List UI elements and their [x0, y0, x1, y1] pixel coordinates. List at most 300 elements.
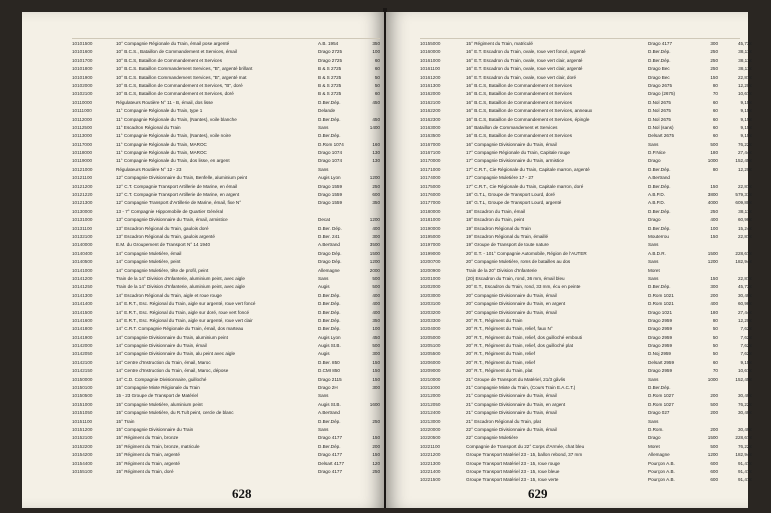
cell-desc: 16° E.T. Escadron du Train, ovale, roue vert clair, argenté: [466, 57, 583, 63]
cell-src: Sans: [648, 418, 659, 424]
cell-src: Drago 1074: [318, 150, 343, 156]
table-row: [420, 258, 752, 266]
cell-desc: 21° Compagnie Divisionnaire du Train, émail: [466, 393, 557, 399]
cell-src: Delsart 2959: [648, 359, 675, 365]
cell-code: 10121200: [72, 183, 93, 189]
cell-desc: 21° Compagnie Divisionnaire du Train, émail: [466, 410, 557, 416]
cell-src: Drago 2959: [648, 326, 673, 332]
cell-src: Delsart 2675: [648, 133, 675, 139]
table-row: [420, 183, 752, 191]
cell-desc: 20° Compagnie Divisionnaire du Train, en argent: [466, 301, 566, 307]
cell-desc: 16° B.C.S, Bataillon de Commandement et Services: [466, 99, 573, 105]
cell-desc: Groupe Transport Matériel 23 - 15, ballon rebond, 37 mm: [466, 452, 583, 458]
cell-qty: 150: [372, 435, 380, 441]
cell-src: Mouterrou: [648, 233, 669, 239]
cell-qty: 250: [372, 418, 380, 424]
cell-price: 22,87€: [737, 74, 752, 80]
cell-qty: 150: [710, 275, 718, 281]
cell-price: 60,98€: [737, 217, 752, 223]
table-row: [72, 241, 380, 249]
cell-qty: 60: [712, 359, 718, 365]
cell-desc: 18° G.T.L, Groupe de Transport Lourd, doré: [466, 192, 555, 198]
cell-src: Delande: [318, 108, 336, 114]
cell-qty: 450: [372, 334, 380, 340]
cell-src: D.Ber.Dép.: [318, 443, 341, 449]
table-row: [72, 132, 380, 140]
cell-price: 76,22€: [737, 141, 752, 147]
table-row: [420, 401, 752, 409]
cell-qty: 1200: [707, 259, 718, 265]
cell-src: Drago (2675): [648, 91, 676, 97]
cell-qty: 300: [372, 233, 380, 239]
cell-desc: 21° Compagnie Divisionnaire du Train, en argent: [466, 401, 566, 407]
cell-code: 10131100: [72, 225, 93, 231]
cell-qty: 100: [710, 225, 718, 231]
cell-src: D.Ber.Dép.: [318, 292, 341, 298]
table-row: [420, 199, 752, 207]
cell-desc: 14° Centre d'Instruction du Train, émail, Maroc: [116, 359, 211, 365]
cell-src: Sans: [318, 166, 329, 172]
table-row: [72, 384, 380, 392]
cell-src: Drago Bec: [648, 66, 670, 72]
table-row: [420, 82, 752, 90]
cell-src: Allemagne: [318, 267, 340, 273]
table-row: [72, 82, 380, 90]
cell-code: 10221400: [420, 468, 441, 474]
cell-qty: 70: [712, 91, 718, 97]
cell-qty: 2000: [369, 267, 380, 273]
table-row: [420, 418, 740, 426]
cell-price: 12,20€: [737, 166, 752, 172]
table-row: [420, 208, 752, 216]
cell-qty: 250: [372, 183, 380, 189]
cell-desc: 17° Compagnie Divisionnaire du Train, armistice: [466, 158, 565, 164]
cell-src: Drago 1559: [318, 183, 343, 189]
table-row: [72, 233, 380, 241]
cell-code: 10200900: [420, 267, 441, 273]
table-row: [72, 216, 380, 224]
cell-qty: 60: [712, 116, 718, 122]
cell-src: Drago: [648, 217, 661, 223]
table-row: [420, 325, 752, 333]
table-row: [72, 418, 380, 426]
cell-desc: 19° Groupe de Transport de toute nature: [466, 242, 549, 248]
cell-src: Augis Lyon: [318, 175, 341, 181]
cell-src: Drago 1559: [318, 192, 343, 198]
cell-price: 15,24€: [737, 225, 752, 231]
table-row: [72, 48, 380, 56]
cell-qty: 200: [710, 426, 718, 432]
cell-price: 45,73€: [737, 41, 752, 46]
cell-qty: 250: [710, 49, 718, 55]
cell-qty: 350: [372, 200, 380, 206]
cell-desc: 12° Compagnie Transport d'Artillerie de Marine, émail, fixe N°: [116, 200, 242, 206]
table-row: [72, 434, 380, 442]
cell-price: 60,98€: [737, 301, 752, 307]
cell-desc: 14° Compagnie Divisionnaire du Train, émail: [116, 343, 207, 349]
cell-src: Sans: [648, 259, 659, 265]
cell-src: D.Ber. Dép.: [318, 225, 342, 231]
cell-desc: 12° C.T. Compagnie Transport Artillerie de Marine, en émail: [116, 183, 238, 189]
cell-qty: 1500: [369, 250, 380, 256]
cell-code: 10212050: [420, 401, 441, 407]
cell-qty: 1600: [369, 401, 380, 407]
cell-qty: 150: [710, 183, 718, 189]
cell-src: D.Rom 1021: [648, 292, 674, 298]
cell-src: Drago 2959: [648, 334, 673, 340]
table-row: [420, 283, 752, 291]
cell-code: 10151050: [72, 410, 93, 416]
cell-qty: 400: [710, 301, 718, 307]
cell-qty: 50: [712, 326, 718, 332]
cell-src: Augis St.B.: [318, 401, 341, 407]
cell-desc: 12° C.T. Compagnie Transport Artillerie de Marine, en argent: [116, 192, 240, 198]
cell-src: Drago 027: [648, 410, 670, 416]
cell-src: Augis: [318, 351, 330, 357]
cell-src: D.Rom 1027: [648, 393, 674, 399]
cell-desc: 14° E.R.T., Esc. Régional du Train, aigle sur argenté, roue vert clair: [116, 317, 253, 323]
cell-code: 10150000: [72, 376, 93, 382]
cell-qty: 250: [372, 468, 380, 474]
cell-desc: Groupe Transport Matériel 23 - 15, roue verte: [466, 477, 559, 483]
cell-code: 10140000: [72, 242, 93, 248]
cell-qty: 100: [372, 326, 380, 332]
cell-qty: 80: [712, 317, 718, 323]
cell-src: Drago 4177: [318, 452, 343, 458]
table-row: [420, 451, 752, 459]
cell-code: 10174000: [420, 175, 441, 181]
left-page: [22, 12, 384, 508]
cell-desc: 10° B.C.S. Bataillon Commandement Services, "B", argenté mat: [116, 74, 247, 80]
cell-desc: 15° Train: [116, 418, 135, 424]
table-row: [420, 174, 740, 182]
cell-price: 27,44€: [737, 150, 752, 156]
cell-price: 182,94€: [735, 452, 752, 458]
table-row: [420, 275, 752, 283]
cell-desc: 16° B.C.S, Bataillon de Commandement et Services: [466, 133, 573, 139]
cell-qty: 60: [374, 66, 380, 72]
cell-desc: 16° E.T. Escadron du Train, ovale, roue vert foncé, argenté: [466, 49, 586, 55]
cell-qty: 60: [712, 99, 718, 105]
cell-desc: 15° Compagnie Mixte Régionale du Train: [116, 385, 200, 391]
cell-code: 10167100: [420, 150, 441, 156]
cell-price: 579,31€: [735, 192, 752, 198]
table-row: [420, 65, 752, 73]
cell-desc: 20° E.T. - 101° Compagnie Automobile, Région de l'AUTER: [466, 250, 587, 256]
table-row: [420, 292, 752, 300]
table-row: [72, 124, 380, 132]
table-row: [420, 250, 752, 258]
cell-code: 10112000: [72, 116, 93, 122]
table-row: [420, 476, 752, 484]
cell-code: 10209000: [420, 368, 441, 374]
cell-price: 38,11€: [738, 49, 752, 55]
cell-code: 10177000: [420, 200, 441, 206]
cell-src: A.B.P.D.: [648, 200, 666, 206]
cell-desc: 19° Escadron Régional du Train, émaillé: [466, 233, 549, 239]
cell-qty: 80: [712, 166, 718, 172]
cell-desc: 11° Compagnie Régionale du Train, (Nantes), voile blanche: [116, 116, 237, 122]
cell-price: 182,94€: [735, 259, 752, 265]
table-row: [72, 116, 380, 124]
cell-desc: 20° R.T., Régiment du Train, relief, faux N°: [466, 326, 553, 332]
cell-desc: 15° Régiment du Train, bronze, matricule: [116, 443, 200, 449]
table-row: [72, 157, 380, 165]
cell-code: 10141200: [72, 275, 93, 281]
cell-desc: 20° R.T., Régiment du Train: [466, 317, 523, 323]
cell-qty: 1000: [707, 376, 718, 382]
cell-src: D.Noj 2959: [648, 351, 671, 357]
cell-src: Allemagne: [648, 452, 670, 458]
cell-code: 10118000: [72, 150, 93, 156]
cell-desc: 18° Escadron du Train, émail: [466, 208, 526, 214]
table-row: [420, 191, 752, 199]
cell-qty: 1400: [369, 124, 380, 130]
cell-desc: 10° B.C.S, Bataillon de Commandement et Services: [116, 57, 223, 63]
table-row: [72, 174, 380, 182]
cell-src: D.Ber.Dép.: [648, 166, 671, 172]
cell-code: 10206000: [420, 359, 441, 365]
table-row: [72, 275, 380, 283]
cell-src: D.Ber.Dép.: [648, 57, 671, 63]
table-row: [420, 74, 752, 82]
cell-code: 10204000: [420, 326, 441, 332]
cell-code: 10221500: [420, 477, 441, 483]
table-row: [420, 241, 740, 249]
cell-qty: 500: [372, 275, 380, 281]
cell-code: 10210000: [420, 376, 441, 382]
cell-qty: 150: [372, 368, 380, 374]
cell-desc: 17° Compagnie Muletière 17 - 27: [466, 175, 534, 181]
cell-qty: 450: [372, 99, 380, 105]
cell-src: D.Rom 1027: [648, 401, 674, 407]
cell-qty: 160: [372, 141, 380, 147]
table-row: [420, 99, 752, 107]
cell-price: 30,49€: [737, 410, 752, 416]
cell-desc: 14° Escadron Régional du Train, aigle et roue rouge: [116, 292, 222, 298]
table-row: [72, 350, 380, 358]
cell-code: 10141400: [72, 301, 93, 307]
table-row: [420, 409, 752, 417]
cell-src: Sans: [318, 275, 329, 281]
cell-code: 10201000: [420, 275, 441, 281]
table-row: [72, 292, 380, 300]
cell-desc: 14° Compagnie Divisionnaire du Train, aluminium peint: [116, 334, 228, 340]
cell-desc: 14° C.R.T. Compagnie Régionale du Train, émail, dos marteau: [116, 326, 244, 332]
cell-qty: 600: [372, 192, 380, 198]
cell-src: Sans: [318, 393, 329, 399]
cell-src: D.Nol 2675: [648, 108, 671, 114]
cell-code: 10131000: [72, 217, 93, 223]
cell-src: Drago 2959: [648, 368, 673, 374]
table-row: [72, 166, 380, 174]
cell-qty: 3500: [369, 242, 380, 248]
cell-desc: Groupe Transport Matériel 23 - 15, roue bleue: [466, 468, 560, 474]
cell-qty: 1200: [369, 217, 380, 223]
cell-code: 10113000: [72, 133, 93, 139]
cell-qty: 300: [372, 351, 380, 357]
cell-desc: 17° C.R.T., Cie Régionale du Train, Capitale marron, argenté: [466, 166, 590, 172]
cell-code: 10200700: [420, 259, 441, 265]
table-row: [420, 468, 752, 476]
cell-code: 10121100: [72, 175, 93, 181]
cell-desc: 13° Compagnie Divisionnaire du Train, émail, armistice: [116, 217, 228, 223]
table-row: [72, 74, 380, 82]
cell-price: 30,49€: [737, 393, 752, 399]
cell-qty: 300: [372, 385, 380, 391]
cell-desc: 11° Compagnie Régionale du Train, type 1: [116, 108, 203, 114]
cell-src: Drago Bec: [648, 74, 670, 80]
cell-src: Pourçon A.B.: [648, 477, 675, 483]
cell-code: 10205100: [420, 343, 441, 349]
table-row: [72, 409, 380, 417]
cell-src: D.Ber.Dép.: [318, 317, 341, 323]
cell-desc: 15° Régiment du Train, argenté: [116, 452, 180, 458]
cell-src: D.Ber.Dép.: [648, 284, 671, 290]
cell-price: 7,62€: [740, 351, 752, 357]
cell-desc: 20° Compagnie Divisionnaire du Train, émail: [466, 292, 557, 298]
cell-code: 10151200: [72, 426, 93, 432]
cell-src: D.Ber.Dép.: [318, 301, 341, 307]
cell-price: 91,47€: [737, 460, 752, 466]
cell-code: 10101700: [72, 57, 93, 63]
cell-qty: 50: [712, 334, 718, 340]
cell-price: 12,20€: [737, 317, 752, 323]
cell-qty: 350: [372, 317, 380, 323]
table-row: [72, 460, 380, 468]
cell-src: Moret: [648, 443, 660, 449]
table-row: [72, 99, 380, 107]
cell-desc: 14° Centre d'Instruction du Train, émail, Maroc, dépose: [116, 368, 229, 374]
cell-desc: 15 - 23 Groupe de Transport de Matériel: [116, 393, 198, 399]
cell-src: Drago 1074: [318, 158, 343, 164]
cell-src: D.Ber.Dép.: [648, 385, 671, 391]
cell-code: 10141900: [72, 334, 93, 340]
cell-code: 10171000: [420, 166, 441, 172]
cell-code: 10162000: [420, 91, 441, 97]
cell-code: 10199000: [420, 250, 441, 256]
cell-code: 10203100: [420, 301, 441, 307]
cell-qty: 300: [710, 41, 718, 46]
cell-desc: 14° Compagnie Muletière, émail: [116, 250, 182, 256]
table-row: [72, 65, 380, 73]
cell-desc: 20° R.T., Régiment du Train, plat: [466, 368, 533, 374]
cell-src: D.Ber. 850: [318, 359, 340, 365]
cell-desc: 21° Compagnie Mixte du Train, (Cours Train E.A.C.T.): [466, 385, 576, 391]
cell-src: Pourçon A.B.: [648, 460, 675, 466]
cell-desc: 10° B.C.S., Bataillon de Commandement et Services, émail: [116, 49, 237, 55]
cell-code: 10121000: [72, 166, 93, 172]
cell-desc: Régulateurs Routière N° 12 - 23: [116, 166, 182, 172]
cell-qty: 50: [374, 82, 380, 88]
cell-code: 10141250: [72, 284, 93, 290]
cell-code: 10141000: [72, 267, 93, 273]
cell-src: Drago Dép.: [318, 259, 342, 265]
cell-src: Drago 4177: [318, 468, 343, 474]
table-row: [420, 157, 752, 165]
cell-src: D.Ber.Dép.: [318, 99, 341, 105]
cell-price: 9,15€: [740, 359, 752, 365]
cell-qty: 180: [710, 309, 718, 315]
table-row: [72, 401, 380, 409]
cell-price: 9,15€: [740, 99, 752, 105]
cell-desc: 16° E.T. Escadron du Train, ovale, roue vert clair, doré: [466, 74, 577, 80]
cell-code: 10121220: [72, 192, 93, 198]
cell-code: 10162200: [420, 108, 441, 114]
cell-qty: 50: [712, 351, 718, 357]
table-row: [420, 225, 752, 233]
table-row: [72, 40, 380, 48]
table-row: [72, 334, 380, 342]
cell-qty: 50: [374, 74, 380, 80]
cell-price: 228,67€: [735, 435, 752, 441]
cell-desc: 15° Compagnie Divisionnaire du Train: [116, 426, 194, 432]
cell-qty: 60: [374, 57, 380, 63]
cell-price: 228,67€: [735, 250, 752, 256]
cell-qty: 600: [710, 460, 718, 466]
cell-code: 10162300: [420, 116, 441, 122]
cell-desc: 13° Escadron Régional du Train, gaulois argenté: [116, 233, 215, 239]
cell-src: Drago: [648, 158, 661, 164]
table-row: [420, 48, 752, 56]
cell-code: 10176000: [420, 192, 441, 198]
table-row: [72, 300, 380, 308]
cell-qty: 600: [710, 468, 718, 474]
cell-src: D.Ber. 241: [318, 233, 340, 239]
cell-src: D.Rom.: [648, 426, 664, 432]
cell-src: Drago 4177: [648, 41, 673, 46]
cell-src: Sans: [648, 275, 659, 281]
cell-code: 10101500: [72, 41, 93, 46]
cell-code: 10154200: [72, 452, 93, 458]
cell-src: D.Nol 2675: [648, 116, 671, 122]
table-row: [72, 149, 380, 157]
cell-qty: 500: [710, 141, 718, 147]
cell-desc: 14° E.R.T., Esc. Régional du Train, aigle sur doré, roue vert foncé: [116, 309, 250, 315]
cell-qty: 60: [712, 133, 718, 139]
table-row: [420, 132, 752, 140]
table-row: [72, 376, 380, 384]
cell-price: 30,49€: [737, 426, 752, 432]
cell-desc: 16° E.T. Escadron du Train, ovale, roue vert clair, argenté: [466, 66, 583, 72]
cell-qty: 100: [372, 49, 380, 55]
cell-price: 22,87€: [737, 275, 752, 281]
cell-code: 10161200: [420, 74, 441, 80]
table-row: [72, 141, 380, 149]
table-row: [72, 468, 380, 476]
cell-qty: 200: [372, 443, 380, 449]
cell-desc: 20° Compagnie Muletière, roms de batailles au dos: [466, 259, 571, 265]
cell-src: Drago 1559: [318, 200, 343, 206]
cell-qty: 450: [372, 116, 380, 122]
cell-desc: Train de la 20° Division d'Infanterie: [466, 267, 537, 273]
table-row: [420, 124, 752, 132]
cell-desc: 17° C.R.T., Cie Régionale du Train, Capitale marron, doré: [466, 183, 584, 189]
cell-qty: 400: [710, 217, 718, 223]
cell-price: 76,22€: [737, 443, 752, 449]
cell-desc: 11° Compagnie Régionale du Train, (Nantes), voile noire: [116, 133, 231, 139]
cell-code: 10152100: [72, 435, 93, 441]
cell-desc: 18° Escadron du Train, peint: [466, 217, 525, 223]
cell-desc: 14° Compagnie Muletière, tête de profil, peint: [116, 267, 209, 273]
cell-qty: 1200: [707, 452, 718, 458]
cell-qty: 350: [372, 41, 380, 46]
table-row: [72, 191, 380, 199]
cell-code: 10195000: [420, 233, 441, 239]
cell-code: 10203200: [420, 309, 441, 315]
cell-price: 38,11€: [738, 66, 752, 72]
cell-code: 10181000: [420, 217, 441, 223]
